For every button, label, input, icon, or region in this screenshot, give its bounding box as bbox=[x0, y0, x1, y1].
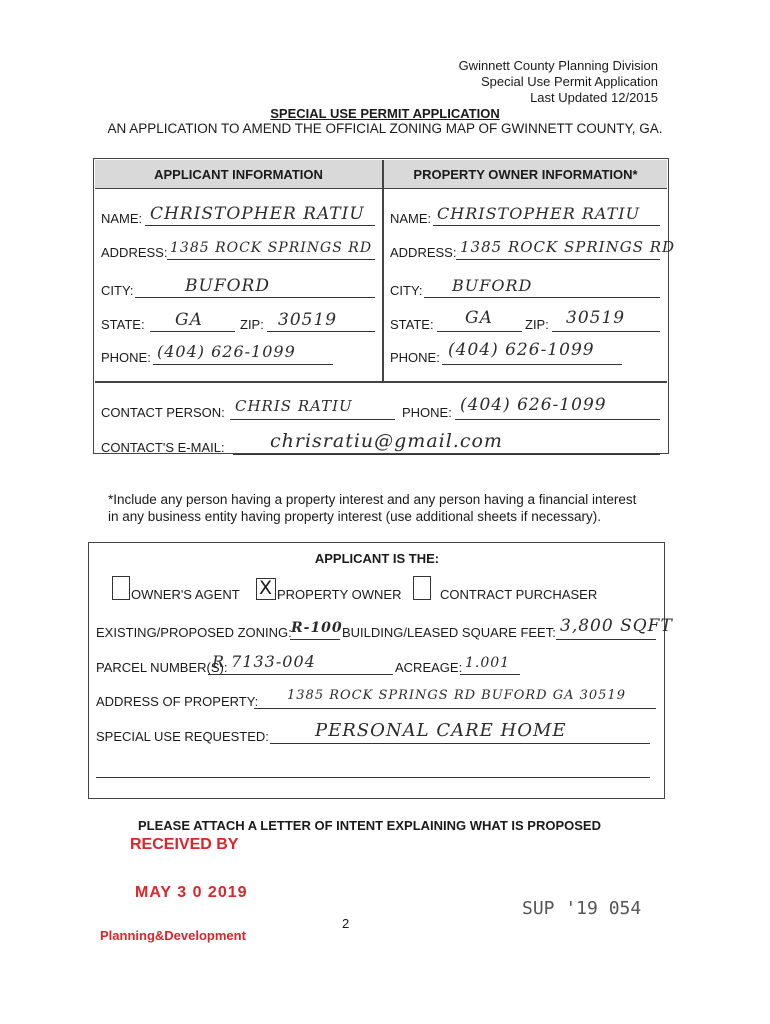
contact-person-label: CONTACT PERSON: bbox=[101, 405, 225, 420]
owner-address-field[interactable]: 1385 ROCK SPRINGS RD bbox=[460, 238, 676, 256]
header-org: Gwinnett County Planning Division bbox=[458, 58, 658, 73]
page-number: 2 bbox=[342, 916, 350, 931]
applicant-city-field[interactable]: BUFORD bbox=[185, 276, 270, 296]
owner-name-field[interactable]: CHRISTOPHER RATIU bbox=[437, 204, 641, 223]
zoning-label: EXISTING/PROPOSED ZONING: bbox=[96, 625, 292, 640]
form-title: SPECIAL USE PERMIT APPLICATION bbox=[270, 106, 500, 121]
contract-purchaser-checkbox[interactable] bbox=[413, 576, 431, 600]
applicant-is-heading: APPLICANT IS THE: bbox=[314, 551, 440, 566]
owner-zip-field[interactable]: 30519 bbox=[566, 308, 626, 328]
owner-state-label: STATE: bbox=[390, 317, 434, 332]
department-stamp: Planning&Development bbox=[100, 928, 246, 943]
acreage-label: ACREAGE: bbox=[395, 660, 463, 675]
owner-state-field[interactable]: GA bbox=[465, 308, 493, 328]
owner-phone-field[interactable]: (404) 626-1099 bbox=[448, 340, 595, 360]
header-updated: Last Updated 12/2015 bbox=[530, 90, 658, 105]
owner-phone-label: PHONE: bbox=[390, 350, 440, 365]
attach-letter-note: PLEASE ATTACH A LETTER OF INTENT EXPLAINING WHAT IS PROPOSED bbox=[138, 818, 601, 833]
applicant-name-field[interactable]: CHRISTOPHER RATIU bbox=[150, 204, 365, 224]
zoning-field[interactable]: R-100 bbox=[291, 620, 343, 636]
special-use-field[interactable]: PERSONAL CARE HOME bbox=[315, 720, 567, 741]
owner-heading: PROPERTY OWNER INFORMATION* bbox=[413, 167, 638, 182]
applicant-address-field[interactable]: 1385 ROCK SPRINGS RD bbox=[170, 240, 373, 256]
contact-person-field[interactable]: CHRIS RATIU bbox=[235, 397, 353, 415]
form-subtitle: AN APPLICATION TO AMEND THE OFFICIAL ZONING MAP OF GWINNETT COUNTY, GA. bbox=[107, 121, 663, 136]
property-address-field[interactable]: 1385 ROCK SPRINGS RD BUFORD GA 30519 bbox=[287, 688, 626, 703]
check-mark-icon: X bbox=[259, 577, 273, 599]
parcel-label: PARCEL NUMBER(S): bbox=[96, 660, 228, 675]
applicant-state-label: STATE: bbox=[101, 317, 145, 332]
applicant-zip-field[interactable]: 30519 bbox=[278, 310, 338, 330]
sqft-field[interactable]: 3,800 SQFT bbox=[560, 616, 673, 636]
contract-purchaser-label: CONTRACT PURCHASER bbox=[440, 587, 598, 602]
contact-phone-field[interactable]: (404) 626-1099 bbox=[460, 395, 607, 415]
owners-agent-label: OWNER'S AGENT bbox=[131, 587, 240, 602]
owner-name-label: NAME: bbox=[390, 211, 432, 226]
owner-city-label: CITY: bbox=[390, 283, 423, 298]
received-stamp: RECEIVED BY bbox=[130, 836, 239, 853]
owners-agent-checkbox[interactable] bbox=[112, 576, 130, 600]
footnote-line-1: *Include any person having a property interest and any person having a financial interest bbox=[108, 492, 637, 507]
property-owner-checkbox[interactable] bbox=[256, 578, 276, 600]
owner-city-field[interactable]: BUFORD bbox=[452, 276, 533, 295]
contact-phone-label: PHONE: bbox=[402, 405, 452, 420]
case-number-stamp: SUP '19 054 bbox=[522, 898, 642, 919]
special-use-label: SPECIAL USE REQUESTED: bbox=[96, 729, 269, 744]
header-form: Special Use Permit Application bbox=[480, 74, 658, 89]
property-owner-label: PROPERTY OWNER bbox=[277, 587, 402, 602]
applicant-zip-label: ZIP: bbox=[240, 317, 264, 332]
applicant-phone-field[interactable]: (404) 626-1099 bbox=[157, 342, 296, 361]
owner-address-label: ADDRESS: bbox=[390, 245, 457, 260]
property-address-label: ADDRESS OF PROPERTY: bbox=[96, 694, 259, 709]
contact-email-field[interactable]: chrisratiu@gmail.com bbox=[270, 430, 503, 452]
applicant-state-field[interactable]: GA bbox=[175, 310, 203, 330]
footnote-line-2: in any business entity having property interest (use additional sheets if necessary). bbox=[108, 509, 602, 524]
acreage-field[interactable]: 1.001 bbox=[465, 655, 511, 671]
received-date-stamp: MAY 3 0 2019 bbox=[135, 884, 248, 901]
contact-email-label: CONTACT'S E-MAIL: bbox=[101, 440, 225, 455]
applicant-address-label: ADDRESS: bbox=[101, 245, 168, 260]
applicant-heading: APPLICANT INFORMATION bbox=[154, 167, 323, 182]
sqft-label: BUILDING/LEASED SQUARE FEET: bbox=[342, 625, 556, 640]
applicant-city-label: CITY: bbox=[101, 283, 134, 298]
applicant-name-label: NAME: bbox=[101, 211, 143, 226]
applicant-phone-label: PHONE: bbox=[101, 350, 151, 365]
parcel-field[interactable]: R 7133-004 bbox=[212, 652, 316, 671]
owner-zip-label: ZIP: bbox=[525, 317, 549, 332]
